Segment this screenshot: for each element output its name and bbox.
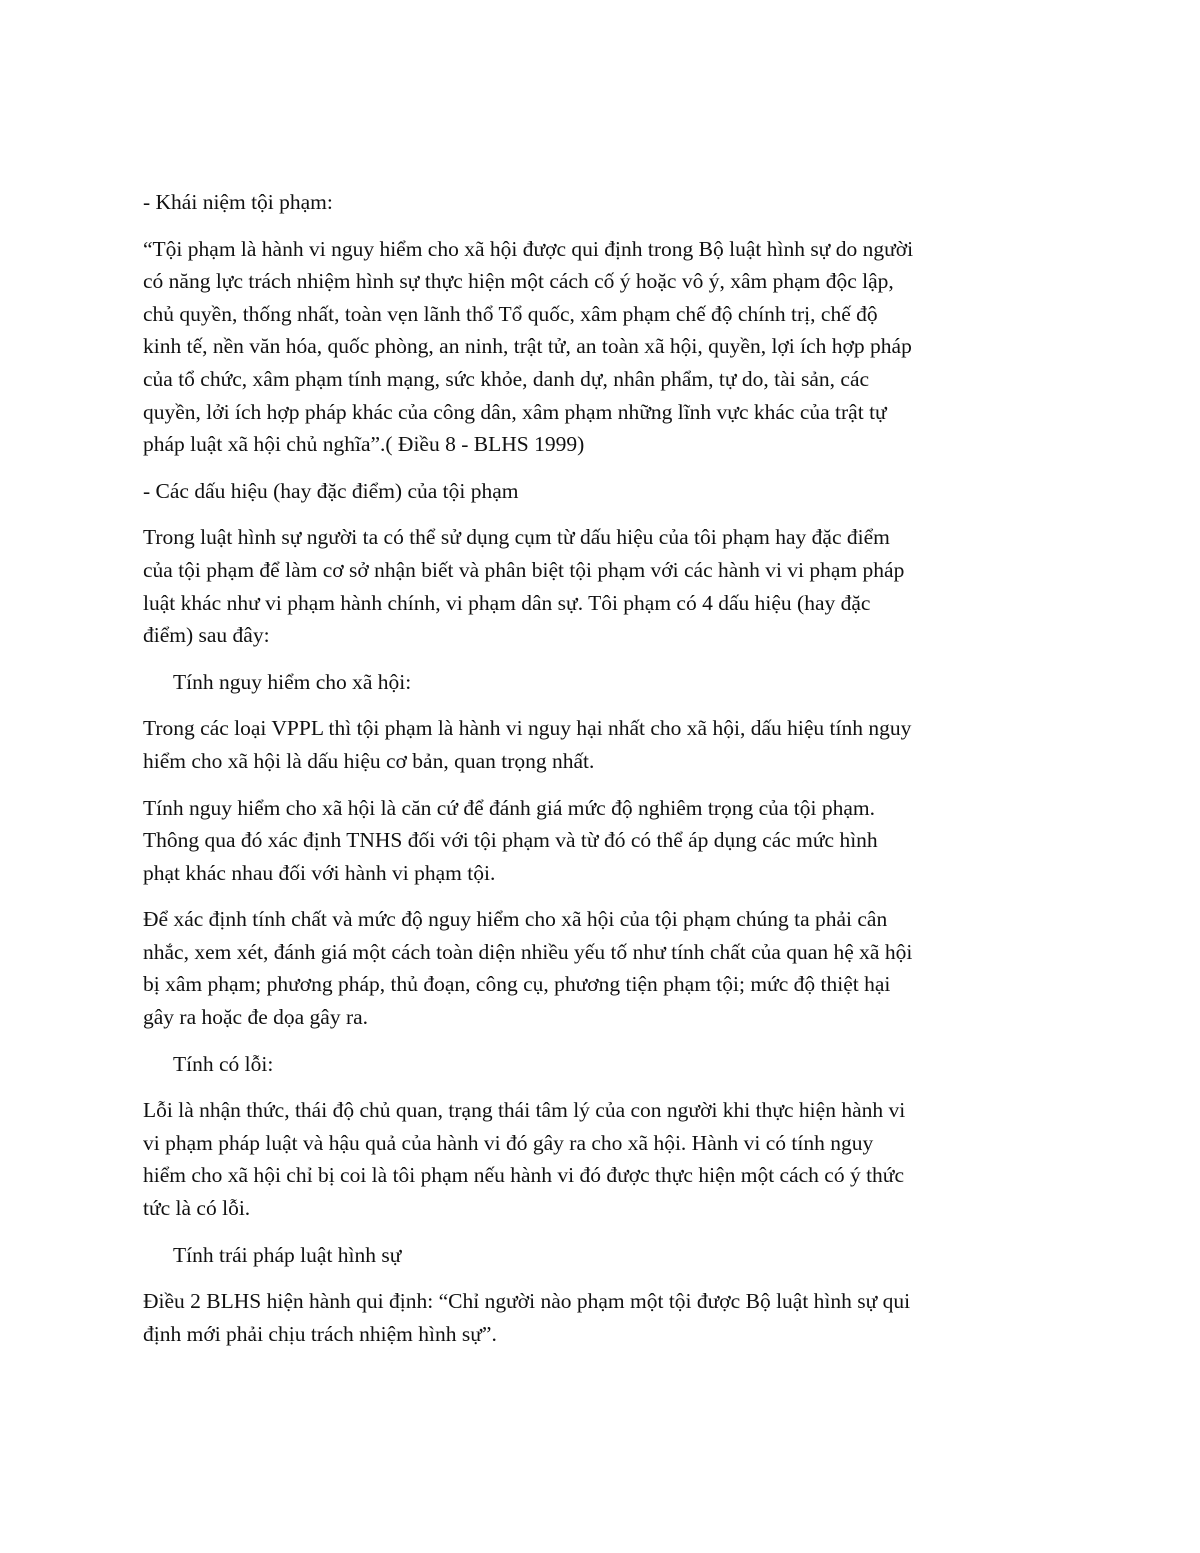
crime-signs-intro: Trong luật hình sự người ta có thể sử dụng cụm từ dấu hiệu của tôi phạm hay đặc điểm của tội phạm để làm cơ sở nhận biết và phân biệt tội phạm với các hành vi vi phạm pháp luật khác như vi phạm hành chính, vi phạm dân sự. Tôi phạm có 4 dấu hiệu (hay đặc điểm) sau đây:	[143, 525, 905, 648]
document-body	[143, 186, 1063, 1364]
social-danger-paragraph-1: Trong các loại VPPL thì tội phạm là hành vi nguy hại nhất cho xã hội, dấu hiệu tính nguy hiểm cho xã hội là dấu hiệu cơ bản, quan trọng nhất.	[143, 716, 912, 773]
heading-crime-concept: - Khái niệm tội phạm:	[143, 190, 333, 214]
fault-paragraph: Lỗi là nhận thức, thái độ chủ quan, trạng thái tâm lý của con người khi thực hiện hành vi vi phạm pháp luật và hậu quả của hành vi đó gây ra cho xã hội. Hành vi có tính nguy hiểm cho xã hội chỉ bị coi là tôi phạm nếu hành vi đó được thực hiện một cách có ý thức tức là có lỗi.	[143, 1098, 906, 1221]
criminal-illegality-paragraph: Điều 2 BLHS hiện hành qui định: “Chỉ người nào phạm một tội được Bộ luật hình sự qui định mới phải chịu trách nhiệm hình sự”.	[143, 1289, 911, 1346]
social-danger-paragraph-3: Để xác định tính chất và mức độ nguy hiểm cho xã hội của tội phạm chúng ta phải cân nhắc, xem xét, đánh giá một cách toàn diện nhiều yếu tố như tính chất của quan hệ xã hội bị xâm phạm; phương pháp, thủ đoạn, công cụ, phương tiện phạm tội; mức độ thiệt hại gây ra hoặc đe dọa gây ra.	[143, 907, 913, 1030]
subheading-social-danger: Tính nguy hiểm cho xã hội:	[173, 669, 412, 694]
heading-crime-signs: - Các dấu hiệu (hay đặc điểm) của tội phạm	[143, 478, 519, 503]
social-danger-paragraph-2: Tính nguy hiểm cho xã hội là căn cứ để đánh giá mức độ nghiêm trọng của tội phạm. Thông qua đó xác định TNHS đối với tội phạm và từ đó có thể áp dụng các mức hình phạt khác nhau đối với hành vi phạm tội.	[143, 795, 878, 885]
subheading-criminal-illegality: Tính trái pháp luật hình sự	[173, 1242, 402, 1267]
subheading-fault: Tính có lỗi:	[173, 1051, 274, 1076]
crime-definition-quote: “Tội phạm là hành vi nguy hiểm cho xã hội được qui định trong Bộ luật hình sự do người có năng lực trách nhiệm hình sự thực hiện một cách cố ý hoặc vô ý, xâm phạm độc lập, chủ quyền, thống nhất, toàn vẹn lãnh thổ Tổ quốc, xâm phạm chế độ chính trị, chế độ kinh tế, nền văn hóa, quốc phòng, an ninh, trật tử, an toàn xã hội, quyền, lợi ích hợp pháp của tổ chức, xâm phạm tính mạng, sức khỏe, danh dự, nhân phẩm, tự do, tài sản, các quyền, lởi ích hợp pháp khác của công dân, xâm phạm những lĩnh vực khác của trật tự pháp luật xã hội chủ nghĩa”.( Điều 8 - BLHS 1999)	[143, 236, 914, 457]
